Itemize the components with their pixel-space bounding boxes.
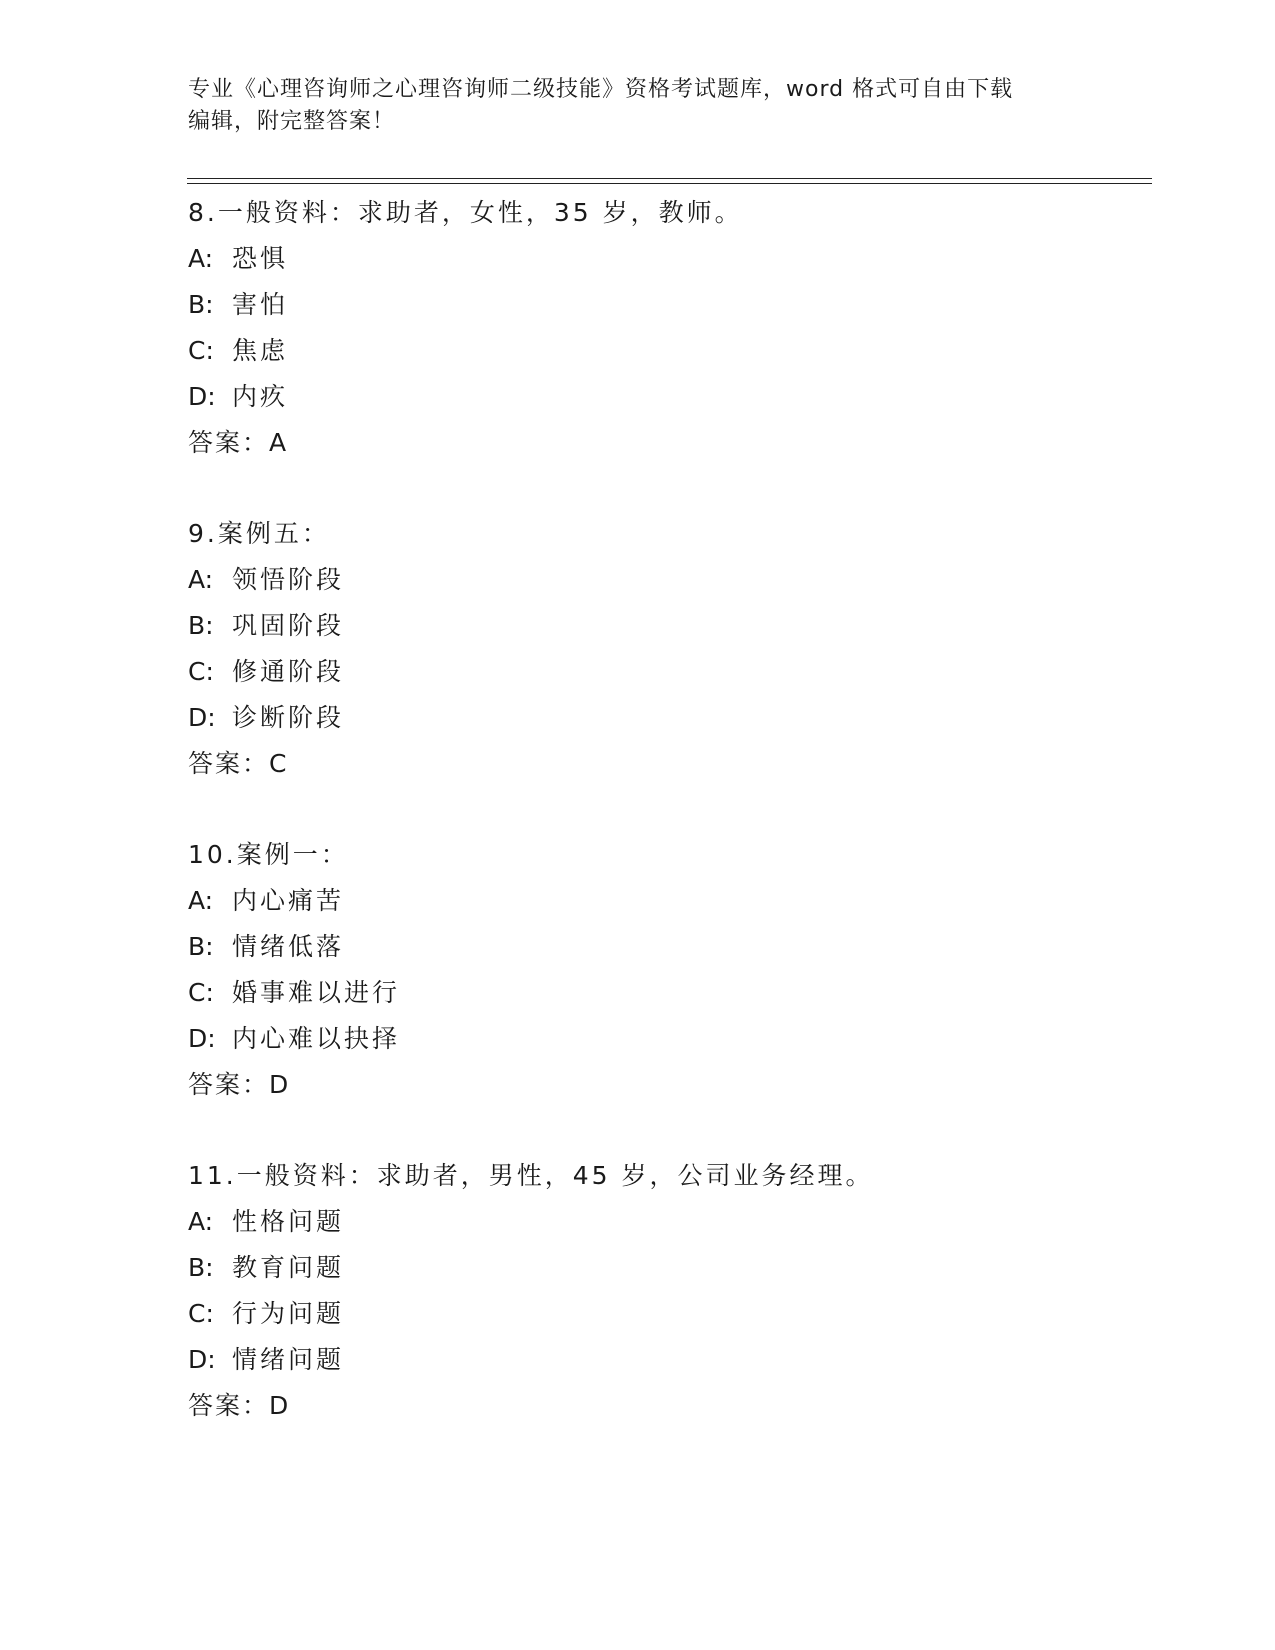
option-key: D: [188, 1345, 216, 1374]
question-8 [188, 190, 1148, 466]
question-9 [188, 511, 1148, 787]
option-key: A: [188, 1207, 214, 1236]
option-b [188, 924, 1148, 970]
option-key: B: [188, 1253, 214, 1282]
document-header [188, 74, 1068, 138]
option-key: C: [188, 657, 214, 686]
question-stem: 9.案例五： [188, 519, 330, 548]
answer-line: 答案：D [188, 1070, 291, 1099]
question-stem: 8.一般资料：求助者，女性，35 岁，教师。 [188, 198, 743, 227]
option-text: 巩固阶段 [232, 611, 345, 640]
question-11 [188, 1153, 1148, 1429]
answer-line: 答案：C [188, 749, 289, 778]
answer-line: 答案：D [188, 1391, 291, 1420]
option-a [188, 878, 1148, 924]
question-stem: 10.案例一： [188, 840, 349, 869]
option-d [188, 1016, 1148, 1062]
option-key: C: [188, 336, 214, 365]
option-text: 内心痛苦 [232, 886, 345, 915]
option-d [188, 374, 1148, 420]
option-text: 恐惧 [232, 244, 289, 273]
header-divider-top [187, 178, 1152, 179]
header-divider-bottom [187, 183, 1152, 184]
option-d [188, 695, 1148, 741]
option-c [188, 649, 1148, 695]
option-b [188, 1245, 1148, 1291]
option-a [188, 557, 1148, 603]
option-text: 情绪问题 [232, 1345, 345, 1374]
header-line-1: 专业《心理咨询师之心理咨询师二级技能》资格考试题库，word 格式可自由下载 [188, 77, 1014, 102]
option-key: D: [188, 382, 216, 411]
option-c [188, 970, 1148, 1016]
header-line-2: 编辑，附完整答案！ [188, 109, 396, 134]
option-text: 教育问题 [232, 1253, 345, 1282]
option-text: 行为问题 [232, 1299, 345, 1328]
option-d [188, 1337, 1148, 1383]
option-key: C: [188, 1299, 214, 1328]
option-key: C: [188, 978, 214, 1007]
question-10 [188, 832, 1148, 1108]
option-key: B: [188, 611, 214, 640]
option-key: B: [188, 932, 214, 961]
option-key: A: [188, 565, 214, 594]
option-a [188, 236, 1148, 282]
option-key: D: [188, 1024, 216, 1053]
option-text: 情绪低落 [232, 932, 345, 961]
option-a [188, 1199, 1148, 1245]
option-text: 焦虑 [232, 336, 289, 365]
option-key: D: [188, 703, 216, 732]
option-text: 内心难以抉择 [232, 1024, 401, 1053]
option-text: 性格问题 [232, 1207, 345, 1236]
option-key: A: [188, 886, 214, 915]
option-text: 内疚 [232, 382, 289, 411]
option-text: 领悟阶段 [232, 565, 345, 594]
answer-line: 答案：A [188, 428, 289, 457]
question-stem: 11.一般资料：求助者，男性，45 岁，公司业务经理。 [188, 1161, 874, 1190]
option-b [188, 282, 1148, 328]
option-text: 害怕 [232, 290, 289, 319]
option-text: 修通阶段 [232, 657, 345, 686]
option-c [188, 1291, 1148, 1337]
option-key: A: [188, 244, 214, 273]
option-text: 婚事难以进行 [232, 978, 401, 1007]
option-c [188, 328, 1148, 374]
question-list [188, 190, 1148, 1474]
option-key: B: [188, 290, 214, 319]
option-text: 诊断阶段 [232, 703, 345, 732]
option-b [188, 603, 1148, 649]
